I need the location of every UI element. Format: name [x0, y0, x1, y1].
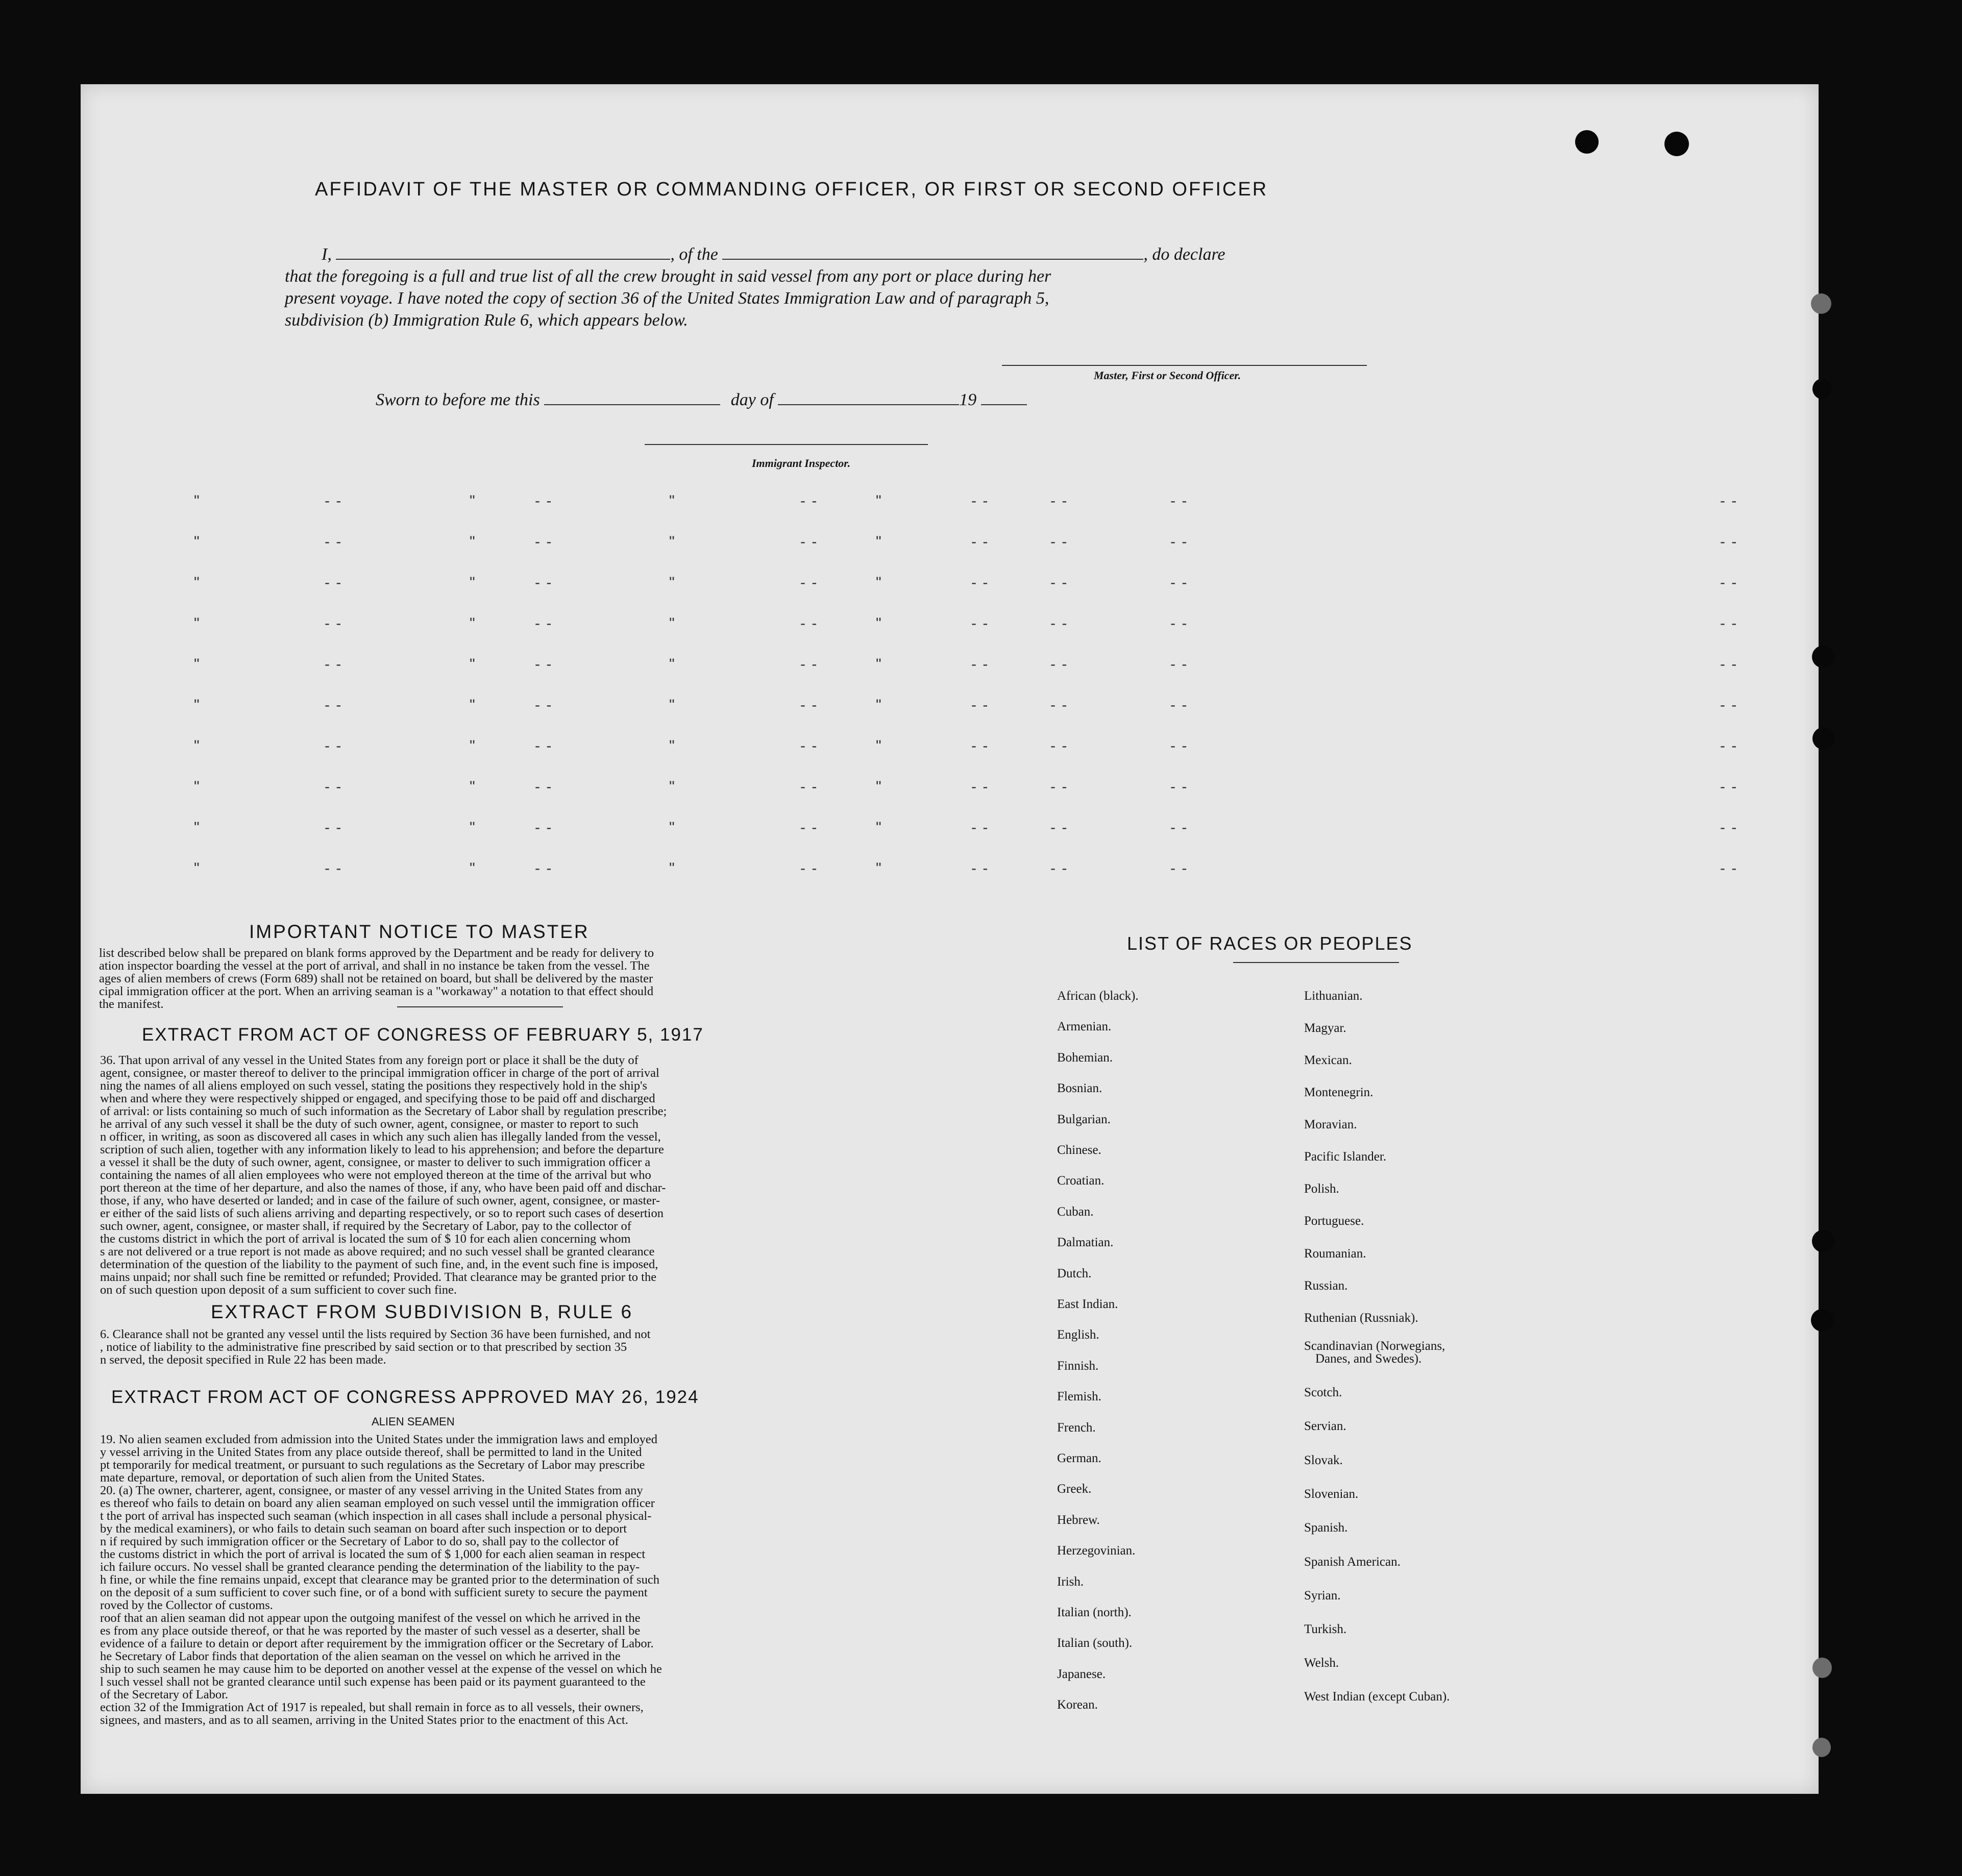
ditto-mark: " — [470, 860, 476, 877]
ditto-mark: - - — [1720, 819, 1738, 836]
race-item: Herzegovinian. — [1057, 1544, 1136, 1558]
race-item: Korean. — [1057, 1698, 1098, 1712]
ditto-mark: - - — [535, 778, 553, 795]
race-item: East Indian. — [1057, 1297, 1118, 1311]
ditto-mark: - - — [325, 737, 342, 754]
ditto-mark: - - — [1050, 778, 1068, 795]
extract-1924-line: the customs district in which the port of arrival is located the sum of $ 1,000 for each alien seaman in respect — [100, 1547, 646, 1561]
race-item: Ruthenian (Russniak). — [1304, 1311, 1418, 1325]
ditto-mark: - - — [1170, 656, 1188, 673]
ditto-mark: - - — [1720, 492, 1738, 509]
vessel-blank — [722, 243, 1143, 260]
ditto-mark: - - — [535, 615, 553, 632]
extract-1924-line: evidence of a failure to detain or deport after requirement by the immigration officer or the Secretary of Labor. — [100, 1637, 654, 1650]
ditto-mark: - - — [325, 778, 342, 795]
ditto-mark: " — [876, 737, 882, 754]
extract-1924-line: l such vessel shall not be granted clearance until such expense has been paid or its payment guaranteed to the — [100, 1675, 646, 1689]
race-item: Russian. — [1304, 1279, 1348, 1293]
notice-line: the manifest. — [99, 997, 164, 1011]
extract-1917-line: the customs district in which the port of arrival is located the sum of $ 10 for each alien concerning whom — [100, 1232, 631, 1246]
ditto-mark: - - — [1720, 737, 1738, 754]
subdivision-b-title: EXTRACT FROM SUBDIVISION B, RULE 6 — [211, 1301, 633, 1322]
subdivision-b-line: n served, the deposit specified in Rule 22 has been made. — [100, 1353, 386, 1367]
race-item: Bulgarian. — [1057, 1112, 1111, 1126]
ditto-mark: - - — [535, 533, 553, 550]
punch-hole — [1812, 727, 1835, 750]
ditto-mark: - - — [1050, 656, 1068, 673]
ditto-mark: " — [669, 697, 676, 713]
ditto-mark: - - — [325, 697, 342, 713]
affidavit-declaration-line — [322, 243, 1225, 264]
ditto-mark: - - — [325, 656, 342, 673]
race-item: Italian (north). — [1057, 1606, 1132, 1619]
extract-1917-line: mains unpaid; nor shall such fine be remitted or refunded; Provided. That clearance may be granted prior to the — [100, 1270, 657, 1284]
ditto-mark: - - — [535, 656, 553, 673]
race-item: Servian. — [1304, 1419, 1346, 1433]
ditto-mark: " — [876, 697, 882, 713]
extract-1917-title: EXTRACT FROM ACT OF CONGRESS OF FEBRUARY 5, 1917 — [142, 1025, 704, 1045]
subdivision-b-line: 6. Clearance shall not be granted any vessel until the lists required by Section 36 have been furnished, and not — [100, 1327, 651, 1341]
extract-1924-text — [100, 1433, 830, 1726]
ditto-mark: " — [669, 737, 676, 754]
ditto-mark: - - — [1170, 697, 1188, 713]
race-item: Bohemian. — [1057, 1050, 1113, 1065]
race-item: Roumanian. — [1304, 1247, 1366, 1261]
extract-1924-line: t the port of arrival has inspected such seaman (which inspection in all cases shall include a personal physical- — [100, 1509, 652, 1523]
ditto-mark: - - — [1170, 778, 1188, 795]
extract-1917-line: containing the names of all alien employees who were not employed thereon at the time of the arrival but who — [100, 1168, 651, 1182]
ditto-mark: " — [470, 778, 476, 795]
ditto-mark: - - — [325, 819, 342, 836]
race-item: Japanese. — [1057, 1667, 1106, 1681]
race-item: English. — [1057, 1328, 1099, 1342]
ditto-mark: " — [194, 697, 201, 713]
extract-1924-line: roof that an alien seaman did not appear upon the outgoing manifest of the vessel on which he arrived in the — [100, 1611, 641, 1625]
race-item: Chinese. — [1057, 1143, 1101, 1157]
extract-1924-line: es from any place outside thereof, or that he was reported by the master of such vessel as a deserter, shall be — [100, 1624, 641, 1638]
ditto-mark: - - — [971, 819, 989, 836]
ditto-mark: - - — [1050, 492, 1068, 509]
punch-hole — [1812, 1738, 1831, 1757]
extract-1917-line: when and where they were respectively shipped or engaged, and specifying those to be paid off and discharged — [100, 1092, 655, 1105]
ditto-mark: - - — [800, 860, 818, 877]
ditto-mark: - - — [800, 574, 818, 591]
extract-1924-line: roved by the Collector of customs. — [100, 1598, 273, 1612]
ditto-mark: " — [470, 492, 476, 509]
ditto-mark: - - — [971, 860, 989, 877]
race-item: Finnish. — [1057, 1359, 1099, 1373]
ditto-mark: - - — [1720, 533, 1738, 550]
race-item: Bosnian. — [1057, 1081, 1102, 1096]
race-item: Syrian. — [1304, 1589, 1341, 1602]
day-of-label: day of — [730, 390, 774, 409]
year-prefix: 19 — [959, 390, 977, 409]
ditto-mark: " — [669, 656, 676, 673]
ditto-mark: - - — [1170, 860, 1188, 877]
notice-line: ation inspector boarding the vessel at the port of arrival, and shall in no instance be taken from the vessel. The — [99, 959, 650, 973]
extract-1917-line: of arrival: or lists containing so much of such information as the Secretary of Labor shall by regulation prescribe; — [100, 1104, 667, 1118]
extract-1917-line: 36. That upon arrival of any vessel in the United States from any foreign port or place it shall be the duty of — [100, 1053, 639, 1067]
ditto-mark: - - — [1050, 697, 1068, 713]
ditto-mark: - - — [800, 737, 818, 754]
ditto-mark: " — [876, 778, 882, 795]
race-item: Spanish American. — [1304, 1555, 1401, 1569]
ditto-mark: - - — [800, 615, 818, 632]
extract-1924-line: pt temporarily for medical treatment, or pursuant to such regulations as the Secretary of Labor may prescribe — [100, 1458, 645, 1472]
notice-line: list described below shall be prepared on blank forms approved by the Department and be ready for delivery to — [99, 946, 654, 960]
ditto-mark: - - — [325, 492, 342, 509]
extract-1924-line: ection 32 of the Immigration Act of 1917 is repealed, but shall remain in force as to all vessels, their owners, — [100, 1700, 644, 1714]
ditto-mark: " — [194, 860, 201, 877]
extract-1924-subtitle: ALIEN SEAMEN — [372, 1415, 455, 1428]
extract-1917-line: er either of the said lists of such aliens arriving and departing respectively, or so to report such cases of desertion — [100, 1206, 664, 1220]
ditto-mark: " — [876, 533, 882, 550]
punch-hole — [1812, 646, 1834, 668]
ditto-mark: - - — [1720, 615, 1738, 632]
race-item: Dutch. — [1057, 1266, 1092, 1280]
race-item: Croatian. — [1057, 1174, 1105, 1188]
ditto-mark: - - — [535, 697, 553, 713]
ditto-mark: - - — [971, 574, 989, 591]
extract-1917-line: agent, consignee, or master thereof to deliver to the principal immigration officer in charge of the port of arrival — [100, 1066, 659, 1080]
ditto-mark: - - — [971, 615, 989, 632]
inspector-signature-line — [645, 444, 928, 445]
ditto-mark: " — [194, 574, 201, 591]
races-title-underline — [1233, 962, 1399, 963]
ditto-mark: - - — [1170, 737, 1188, 754]
ditto-mark: - - — [800, 533, 818, 550]
race-item: Turkish. — [1304, 1622, 1347, 1636]
punch-hole — [1812, 1658, 1832, 1678]
ditto-mark: - - — [971, 533, 989, 550]
section-divider — [397, 1006, 563, 1007]
manifest-sheet — [81, 84, 1819, 1794]
extract-1917-line: such owner, agent, consignee, or master shall, if required by the Secretary of Labor, pay to the collector of — [100, 1219, 631, 1233]
race-item: West Indian (except Cuban). — [1304, 1690, 1450, 1704]
affidavit-title: AFFIDAVIT OF THE MASTER OR COMMANDING OFFICER, OR FIRST OR SECOND OFFICER — [315, 179, 1268, 200]
ditto-mark: - - — [325, 860, 342, 877]
extract-1917-line: ning the names of all aliens employed on such vessel, stating the positions they respectively hold in the ship's — [100, 1079, 648, 1093]
ditto-mark: - - — [1170, 819, 1188, 836]
race-item: Slovenian. — [1304, 1487, 1359, 1501]
punch-hole — [1812, 379, 1832, 399]
extract-1917-line: port thereon at the time of her departure, and also the names of those, if any, who have been paid off and dischar- — [100, 1181, 666, 1195]
ditto-mark: " — [876, 492, 882, 509]
extract-1924-line: of the Secretary of Labor. — [100, 1688, 229, 1701]
ditto-mark: - - — [1050, 533, 1068, 550]
notice-line: ages of alien members of crews (Form 689) shall not be retained on board, but shall be delivered by the master — [99, 972, 653, 985]
ditto-mark: " — [194, 778, 201, 795]
race-item: Magyar. — [1304, 1021, 1346, 1035]
ditto-mark: - - — [535, 819, 553, 836]
extract-1917-text — [100, 1054, 830, 1296]
race-item: Armenian. — [1057, 1020, 1112, 1034]
ditto-mark: - - — [325, 574, 342, 591]
affidavit-body-line: that the foregoing is a full and true list of all the crew brought in said vessel from any port or place during her — [285, 267, 1051, 286]
ditto-mark: " — [876, 860, 882, 877]
extract-1924-line: 20. (a) The owner, charterer, agent, consignee, or master of any vessel arriving in the United States from any — [100, 1484, 643, 1497]
race-item: Danes, and Swedes). — [1315, 1352, 1422, 1366]
ditto-mark: - - — [1720, 697, 1738, 713]
extract-1917-line: a vessel it shall be the duty of such owner, agent, consignee, or master to deliver to such immigration officer a — [100, 1155, 651, 1169]
race-item: Irish. — [1057, 1574, 1084, 1589]
ditto-mark: " — [669, 778, 676, 795]
sworn-line — [376, 389, 1027, 410]
ditto-mark: - - — [1050, 574, 1068, 591]
race-item: Montenegrin. — [1304, 1085, 1374, 1099]
ditto-mark: " — [470, 737, 476, 754]
ditto-mark: " — [876, 819, 882, 836]
ditto-mark: " — [194, 615, 201, 632]
race-item: Spanish. — [1304, 1521, 1348, 1535]
race-item: Scandinavian (Norwegians, — [1304, 1339, 1445, 1353]
ditto-mark: " — [194, 737, 201, 754]
affidavit-declare: , do declare — [1143, 245, 1225, 264]
extract-1917-line: s are not delivered or a true report is not made as above required; and no such vessel shall be granted clearance — [100, 1245, 655, 1258]
ditto-mark: " — [470, 656, 476, 673]
punch-hole — [1812, 1230, 1834, 1252]
extract-1917-line: he arrival of any such vessel it shall be the duty of such owner, agent, consignee, or master to report to such — [100, 1117, 639, 1131]
ditto-mark: " — [194, 819, 201, 836]
extract-1924-title: EXTRACT FROM ACT OF CONGRESS APPROVED MAY 26, 1924 — [111, 1387, 699, 1407]
ditto-mark: - - — [1170, 615, 1188, 632]
subdivision-b-line: , notice of liability to the administrative fine prescribed by said section or to that prescribed by section 35 — [100, 1340, 627, 1354]
race-item: African (black). — [1057, 989, 1139, 1003]
race-item: Italian (south). — [1057, 1636, 1133, 1650]
ditto-mark: - - — [1050, 819, 1068, 836]
extract-1924-line: y vessel arriving in the United States from any place outside thereof, shall be permitted to land in the United — [100, 1445, 642, 1459]
ditto-mark: - - — [971, 778, 989, 795]
sworn-prefix: Sworn to before me this — [376, 390, 540, 409]
ditto-mark: - - — [800, 697, 818, 713]
ditto-mark: " — [470, 615, 476, 632]
extract-1924-line: by the medical examiners), or who fails to detain such seaman on board after such inspection or to deport — [100, 1522, 627, 1536]
notice-title: IMPORTANT NOTICE TO MASTER — [249, 921, 590, 942]
punch-hole — [1664, 132, 1689, 156]
master-signature-line — [1002, 365, 1367, 366]
extract-1924-line: es thereof who fails to detain on board any alien seaman employed on such vessel until the immigration officer — [100, 1496, 655, 1510]
race-item: Lithuanian. — [1304, 989, 1363, 1003]
ditto-mark: - - — [1050, 860, 1068, 877]
ditto-mark: " — [194, 492, 201, 509]
ditto-mark: " — [669, 860, 676, 877]
punch-hole — [1811, 1309, 1833, 1331]
extract-1917-line: n officer, in writing, as soon as discovered all cases in which any such alien has illegally landed from the vessel, — [100, 1130, 661, 1144]
extract-1924-line: signees, and masters, and as to all seamen, arriving in the United States prior to the enactment of this Act. — [100, 1713, 628, 1727]
punch-hole — [1575, 130, 1599, 154]
extract-1924-line: he Secretary of Labor finds that deportation of the alien seaman on the vessel on which he arrived in the — [100, 1649, 621, 1663]
extract-1924-line: ship to such seamen he may cause him to be deported on another vessel at the expense of the vessel on which he — [100, 1662, 662, 1676]
race-item: French. — [1057, 1420, 1096, 1435]
extract-1924-line: mate departure, removal, or deportation of such alien from the United States. — [100, 1471, 485, 1485]
notice-line: cipal immigration officer at the port. When an arriving seaman is a "workaway" a notation to that effect should — [99, 984, 654, 998]
ditto-mark: - - — [1050, 737, 1068, 754]
ditto-mark: " — [470, 697, 476, 713]
month-blank — [778, 389, 959, 405]
race-item: Polish. — [1304, 1182, 1339, 1196]
ditto-mark: - - — [1170, 492, 1188, 509]
race-item: German. — [1057, 1451, 1101, 1465]
ditto-mark: - - — [800, 819, 818, 836]
race-item: Mexican. — [1304, 1053, 1352, 1067]
year-blank — [981, 389, 1027, 405]
punch-hole — [1811, 293, 1831, 314]
ditto-mark: - - — [800, 492, 818, 509]
race-item: Flemish. — [1057, 1390, 1101, 1404]
ditto-mark: - - — [971, 697, 989, 713]
ditto-mark: - - — [1720, 860, 1738, 877]
race-item: Cuban. — [1057, 1204, 1094, 1219]
race-item: Dalmatian. — [1057, 1236, 1114, 1250]
affidavit-body — [285, 265, 1367, 331]
ditto-mark: " — [669, 533, 676, 550]
ditto-mark: " — [669, 819, 676, 836]
race-item: Hebrew. — [1057, 1513, 1100, 1527]
ditto-mark: - - — [535, 737, 553, 754]
ditto-mark: " — [669, 492, 676, 509]
affidavit-body-line: subdivision (b) Immigration Rule 6, which appears below. — [285, 311, 688, 330]
extract-1924-line: 19. No alien seamen excluded from admission into the United States under the immigration laws and employed — [100, 1433, 658, 1446]
extract-1924-line: n if required by such immigration officer or the Secretary of Labor to do so, shall pay to the collector of — [100, 1535, 619, 1548]
race-item: Welsh. — [1304, 1656, 1339, 1670]
extract-1917-line: determination of the question of the liability to the payment of such fine, and, in the event such fine is imposed, — [100, 1257, 658, 1271]
race-item: Portuguese. — [1304, 1214, 1364, 1228]
ditto-mark: " — [669, 615, 676, 632]
ditto-mark: - - — [1720, 574, 1738, 591]
day-blank — [544, 389, 720, 405]
extract-1924-line: on the deposit of a sum sufficient to cover such fine, or of a bond with sufficient surety to secure the payment — [100, 1586, 648, 1599]
ditto-mark: - - — [1720, 778, 1738, 795]
ditto-mark: " — [194, 533, 201, 550]
ditto-mark: " — [470, 574, 476, 591]
inspector-caption: Immigrant Inspector. — [752, 457, 851, 470]
ditto-mark: - - — [325, 533, 342, 550]
ditto-mark: - - — [1170, 533, 1188, 550]
race-item: Moravian. — [1304, 1118, 1357, 1131]
affidavit-i: I, — [322, 245, 332, 264]
ditto-mark: " — [470, 819, 476, 836]
ditto-mark: - - — [800, 778, 818, 795]
ditto-mark: - - — [1170, 574, 1188, 591]
race-item: Greek. — [1057, 1482, 1092, 1496]
ditto-mark: - - — [535, 492, 553, 509]
affidavit-body-line: present voyage. I have noted the copy of section 36 of the United States Immigration Law and of paragraph 5, — [285, 289, 1049, 308]
notice-text — [99, 947, 829, 1010]
subdivision-b-text — [100, 1328, 830, 1366]
race-item: Scotch. — [1304, 1386, 1342, 1399]
race-item: Pacific Islander. — [1304, 1150, 1387, 1164]
race-item: Slovak. — [1304, 1453, 1343, 1467]
ditto-mark: " — [470, 533, 476, 550]
ditto-mark: " — [876, 574, 882, 591]
affidavit-of-the: , of the — [670, 245, 718, 264]
ditto-mark: - - — [325, 615, 342, 632]
ditto-mark: - - — [971, 656, 989, 673]
ditto-mark: - - — [1050, 615, 1068, 632]
ditto-mark: - - — [1720, 656, 1738, 673]
races-title: LIST OF RACES OR PEOPLES — [1127, 933, 1413, 954]
ditto-mark: - - — [535, 574, 553, 591]
ditto-mark: - - — [971, 492, 989, 509]
extract-1924-line: ich failure occurs. No vessel shall be granted clearance pending the determination of the liability to the pay- — [100, 1560, 640, 1574]
ditto-mark: " — [876, 656, 882, 673]
master-caption: Master, First or Second Officer. — [1094, 369, 1241, 382]
ditto-mark: - - — [971, 737, 989, 754]
ditto-mark: " — [876, 615, 882, 632]
name-blank — [336, 243, 670, 260]
ditto-mark: - - — [800, 656, 818, 673]
extract-1917-line: on of such question upon deposit of a sum sufficient to cover such fine. — [100, 1283, 457, 1297]
extract-1917-line: those, if any, who have deserted or landed; and in case of the failure of such owner, agent, consignee, or master- — [100, 1194, 660, 1207]
ditto-mark: " — [669, 574, 676, 591]
extract-1917-line: scription of such alien, together with any information likely to lead to his apprehension; and before the departure — [100, 1143, 664, 1156]
ditto-mark: " — [194, 656, 201, 673]
extract-1924-line: h fine, or while the fine remains unpaid, except that clearance may be granted prior to the determination of such — [100, 1573, 659, 1587]
ditto-mark: - - — [535, 860, 553, 877]
